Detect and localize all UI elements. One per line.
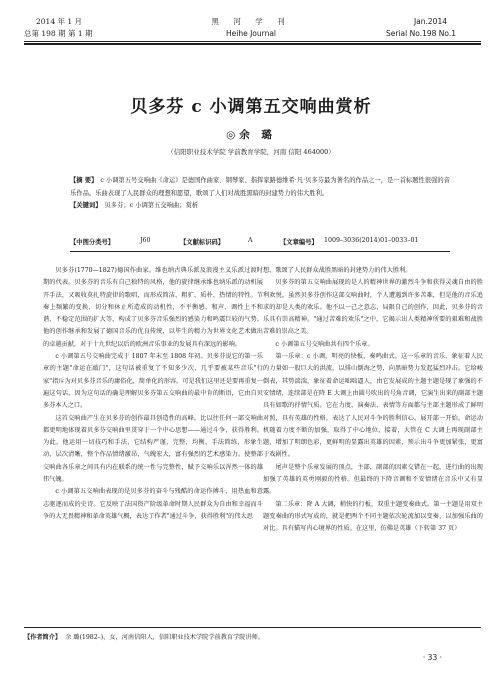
- clc-value: J60: [140, 237, 151, 244]
- article-no-value: 1009–3036(2014)01–0033–01: [324, 237, 419, 244]
- running-header: [0, 0, 502, 38]
- body-paragraph: c 小调第五交响曲表现的是贝多芬的奋斗与残酷的命运作搏斗，用热血和意志驱逐而成的史诗。它反映了法国资产阶级革命时期人民群众为自由和幸福而斗争的大无畏精神和革命英雄气概，表达了作者"通过斗争，获得胜利"的伟大思: [43, 488, 263, 520]
- page-number: · 33 ·: [422, 653, 442, 662]
- clc-label: 【中图分类号】: [70, 239, 115, 246]
- article-title: 贝多芬 c 小调第五交响曲赏析: [130, 97, 372, 117]
- header-date-en: Jan.2014: [413, 17, 447, 26]
- body-paragraph: 这首交响曲产生在贝多芬的创作最具创造性的高峰。比以往任何一部交响曲都更明地体现着贝多芬交响曲里贯穿于一个中心思想——通过斗争，获得胜利。为此，他运用一切技巧和手法，它结构严谨，完整，均衡，手法简练，形象生动，层次清晰，整个作品情绪激昂，气魄宏大，富有强烈的艺术感染力。使整部交响曲各乐章之间具有内在联系的统一性与完整性，赋予交响乐以浑然一体的雄伟气魄。: [43, 414, 263, 484]
- abstract-label: 【摘 要】: [70, 177, 98, 184]
- header-rule-thin: [24, 41, 481, 42]
- doc-code-label: 【文献标识码】: [180, 239, 225, 246]
- body-paragraph: 第二乐章：降 A 大调，稍快的行板，双重主题变奏曲式。第一主题是用双主题变奏曲的形式写成的，就是把两个不同主题依次轮流加以变奏，以加强乐曲的对比。具有描写内心境界的性质。在这里，仿佛是英雄（下转第 37 页）: [263, 500, 483, 533]
- author-name: ◎余 璐: [226, 129, 276, 141]
- author-footnote: [24, 632, 264, 641]
- abstract-text: c 小调第五号交响曲《命运》是德国作曲家、钢琴家、指挥家路德维希·凡·贝多芬最为著名的作品之一，是一首标题性很强的音乐作品。乐曲表现了人民群众的理想和愿望，歌颂了人们对战胜黑暗的封建势力的伟大胜利。: [70, 177, 450, 197]
- article-no-label: 【文章编号】: [280, 239, 318, 246]
- header-rule-thick: [24, 43, 481, 45]
- header-serial-en: Serial No.198 No.1: [386, 29, 456, 38]
- keywords-paragraph: [70, 200, 450, 213]
- keywords-text: 贝多芬；c 小调第五交响曲；赏析: [104, 202, 199, 210]
- body-paragraph: 贝多芬(1770—1827)德国作曲家。维也纳古典乐派及浪漫主义乐派过渡时期的代表。贝多芬的音乐有自己独特的风格，他的旋律继承维也纳乐派的动机展开手法，又吸收莫扎特旋律的歌唱，而形成简洁、粗犷、质朴、热情的特性。节奏上频繁的变换、切分和休止所造成的动机性，不平衡感，和声、调性上不和谐、不稳定范围的扩大等，构成了贝多芬音乐强烈的感染力和鸣震巨较的气势。他的创作继承和发展了德国音乐的优良传统，以毕生的精力为世界文化艺术做出的卓越贡献，对于十九世纪以后的欧洲音乐事业的发展具有深远的影响。: [43, 267, 263, 348]
- abstract-paragraph: [70, 175, 450, 200]
- body-paragraph: c 小调第五号交响曲完成于 1807 年末至 1808 年初。贝多芬说它的第一乐章的主题"命运在敲门"，这句话被重复了不知多少次，几乎要被某些音乐"行家"指斥为对贝多芬音乐的庸俗化，简单化的形容。可是我们这里还是要再重复一遍这句话，因为这句话的确是理解贝多芬第五交响曲的最中肯的断语，它由自贝多芬本人之口。: [43, 353, 263, 410]
- header-issue: 总第 198 期 第 1 期: [24, 29, 93, 38]
- header-date: 2014 年 1 月: [36, 17, 83, 26]
- doc-code-value: A: [248, 237, 253, 244]
- abstract-rule: [70, 251, 450, 252]
- body-paragraph: 尾声是整个乐章发展的顶点，主部，副部的因素交错在一起，进行曲的出现加强了英雄的英勇刚毅的性格。但最终的下降音调和不安情绪在音乐中又有显露。: [263, 463, 483, 496]
- body-paragraph: 想，歌颂了人民群众战胜黑暗的封建势力的伟大胜利。: [263, 267, 412, 274]
- footnote-label: 【作者简介】: [24, 634, 62, 641]
- body-column-right: [263, 265, 483, 536]
- keywords-label: 【关键词】: [70, 202, 102, 210]
- journal-name-en: Heihe Journal: [225, 29, 277, 38]
- abstract-block: [70, 175, 450, 213]
- footnote-text: 余 璐(1982–)，女，河南信阳人，信阳职业技术学院学前教育学院讲师。: [65, 634, 265, 641]
- author-affiliation: （信阳职业技术学院 学前教育学院，河南 信阳 464000）: [167, 148, 335, 156]
- footnote-rule: [24, 627, 481, 628]
- body-paragraph: 第一乐章：c 小调，明亮的快板，奏鸣曲式。这一乐章的音乐，象征着人民的力量如一股巨大的洪流，以排山倒海之势，向黑暗势力发起猛烈冲击。它给峻倒表，其势湍湍，象征着命运咄咄逼人，由它发展成的主题主题是现了象强的不安情绪，连续部是在降 E 大调上由圆号吹出的号角音调，它演生出来的副部主题具有如歌的抒情气质。它在力度、演奏法、表情等方面都与主部主题形成了鲜明对照，具有英雄的性格，表达了人民对斗争的胜利信心。展开部一开始，命运动机随着力度不断的加强，取得了中心地位，接着，大管在 C 大调上再现副部主题，增加了明朗色彩，更鲜明的显露出英雄的因素，预示出斗争更加紧张，更富于戏剧性。: [263, 353, 483, 459]
- journal-name-cn: 黑 河 学 刊: [211, 17, 291, 26]
- body-column-left: [43, 265, 263, 523]
- body-paragraph: c 小调第五号交响曲共有四个乐章。: [275, 340, 374, 348]
- body-paragraph: 贝多芬的第五交响曲展现的是人的精神世界的激烈斗争和获得灵魂自由的胜利欢悦。虽然贝多芬创作这部交响曲时，个人遭遇到许多苦难，但是他的音乐追求的却是人类的欢乐。他不以一己之意志，局限自己的创作，因此，贝多芬的音乐具有崇高精神。"通过苦难的欢乐"之中，它揭示出人类精神所要的艰难和战胜苦难的崇高之美。: [263, 279, 483, 336]
